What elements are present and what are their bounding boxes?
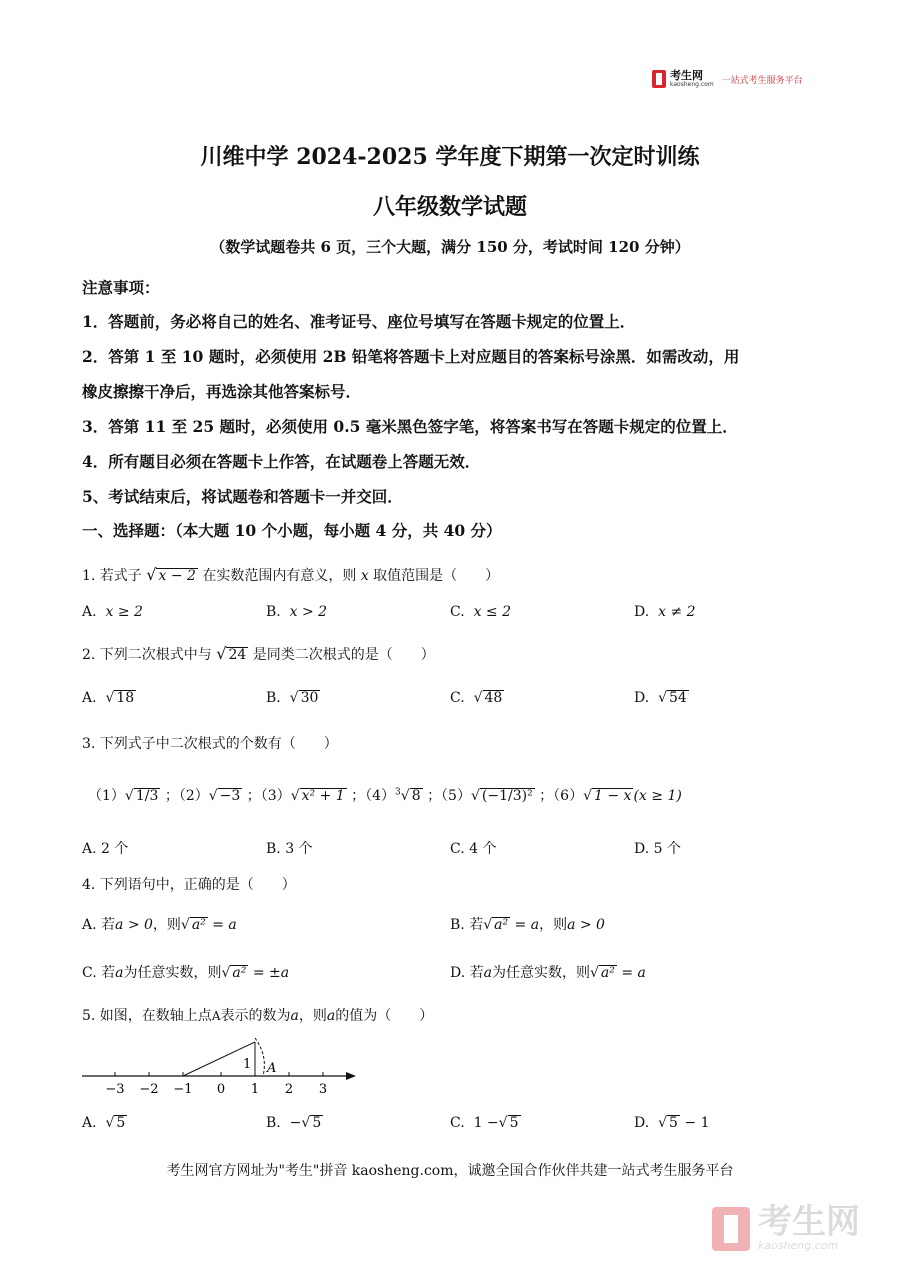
axis-arrow-icon <box>346 1072 356 1080</box>
q4-option-b: B. 若√ a² = a，则a > 0 <box>450 917 605 933</box>
q2-option-d: D. √ 54 <box>634 690 687 706</box>
q1-var: x <box>360 568 369 584</box>
compass-arc <box>255 1038 264 1076</box>
q5-option-d: D. √ 5 − 1 <box>634 1115 710 1131</box>
watermark-logo-icon <box>712 1207 750 1251</box>
q1-option-b: B. x > 2 <box>266 604 328 620</box>
footer-text: 考生网官方网址为"考生"拼音 kaosheng.com，诚邀全国合作伙伴共建一站式考生服务平台 <box>166 1163 734 1179</box>
note-item: 3．答第 11 至 25 题时，必须使用 0.5 毫米黑色签字笔，将答案书写在答题卡规定的位置上． <box>82 417 738 436</box>
point-a-label: A <box>267 1061 277 1076</box>
header-slogan: 一站式考生服务平台 <box>721 75 803 86</box>
q1-radical: x − 2 <box>158 568 196 584</box>
note-item: 1．答题前，务必将自己的姓名、准考证号、座位号填写在答题卡规定的位置上． <box>82 312 636 331</box>
q3-option-d: D. 5 个 <box>634 841 681 857</box>
q3-option-b: B. 3 个 <box>266 841 313 857</box>
watermark <box>712 1202 860 1252</box>
exam-title: 川维中学 2024-2025 学年度下期第一次定时训练 <box>200 144 700 170</box>
note-item: 橡皮擦擦干净后，再选涂其他答案标号． <box>82 382 362 401</box>
q4-option-a: A. 若a > 0，则√ a² = a <box>82 917 237 933</box>
note-item: 2．答第 1 至 10 题时，必须使用 2B 铅笔将答题卡上对应题目的答案标号涂黑．如需改动，用 <box>82 347 740 366</box>
tick-label: 2 <box>284 1082 294 1097</box>
number-line-figure <box>78 1030 368 1098</box>
q1-option-a: A. x ≥ 2 <box>82 604 143 620</box>
side-label: 1 <box>243 1057 252 1072</box>
section-heading: 一、选择题：（本大题 10 个小题，每小题 4 分，共 40 分） <box>82 521 502 540</box>
q2-text: 2. 下列二次根式中与 <box>82 647 212 663</box>
q1-option-d: D. x ≠ 2 <box>634 604 696 620</box>
question-1: 1. 若式子 √ x − 2 在实数范围内有意义，则 x 取值范围是（ ） <box>82 565 500 584</box>
q2-radical: 24 <box>228 647 247 663</box>
watermark-sub: kaosheng.com <box>758 1239 839 1252</box>
question-5: 5. 如图，在数轴上点A表示的数为a，则a的值为（ ） <box>82 1008 434 1024</box>
tick-label: −3 <box>105 1082 125 1097</box>
logo-domain: kaosheng.com <box>670 81 714 88</box>
q2-option-c: C. √ 48 <box>450 690 503 706</box>
q2-option-a: A. √ 18 <box>82 690 135 706</box>
watermark-text: 考生网 <box>758 1202 860 1242</box>
q2-option-b: B. √ 30 <box>266 690 319 706</box>
q1-text-2: 在实数范围内有意义，则 <box>202 568 357 584</box>
q4-option-d: D. 若a为任意实数，则√ a² = a <box>450 965 646 981</box>
note-item: 4．所有题目必须在答题卡上作答，在试题卷上答题无效． <box>82 452 481 471</box>
tick-label: −2 <box>139 1082 159 1097</box>
logo-name: 考生网 <box>670 69 703 82</box>
q5-option-c: C. 1 −√ 5 <box>450 1115 519 1131</box>
tick-label: −1 <box>173 1082 193 1097</box>
header-logo <box>652 70 803 88</box>
question-3: 3. 下列式子中二次根式的个数有（ ） <box>82 736 338 752</box>
notes-heading: 注意事项： <box>82 278 160 297</box>
q5-option-a: A. √ 5 <box>82 1115 126 1131</box>
q3-items: （1）√ 1/3 ；（2）√ −3 ；（3）√ x² + 1 ；$(4)^3√$ 8 ；（5）√ (−1/3)² ；（6）√ 1 − x (x ≥ 1) <box>88 787 682 804</box>
q1-text-3: 取值范围是（ ） <box>373 568 500 584</box>
question-4: 4. 下列语句中，正确的是（ ） <box>82 877 296 893</box>
logo-text <box>670 70 714 88</box>
q1-text: 1. 若式子 <box>82 568 142 584</box>
tick-label: 1 <box>250 1082 260 1097</box>
question-2: 2. 下列二次根式中与 √ 24 是同类二次根式的是（ ） <box>82 644 435 663</box>
tick-label: 3 <box>318 1082 328 1097</box>
exam-subtitle: 八年级数学试题 <box>372 194 527 220</box>
q5-option-b: B. −√ 5 <box>266 1115 322 1131</box>
exam-info: （数学试题卷共 6 页，三个大题，满分 150 分，考试时间 120 分钟） <box>210 238 690 256</box>
tick-label: 0 <box>216 1082 226 1097</box>
note-item: 5、考试结束后，将试题卷和答题卡一并交回． <box>82 487 403 506</box>
q3-option-a: A. 2 个 <box>82 841 129 857</box>
kaosheng-logo-icon <box>652 70 666 88</box>
q1-option-c: C. x ≤ 2 <box>450 604 512 620</box>
q2-text-2: 是同类二次根式的是（ ） <box>252 647 435 663</box>
q3-option-c: C. 4 个 <box>450 841 497 857</box>
q4-option-c: C. 若a为任意实数，则√ a² = ±a <box>82 965 290 981</box>
